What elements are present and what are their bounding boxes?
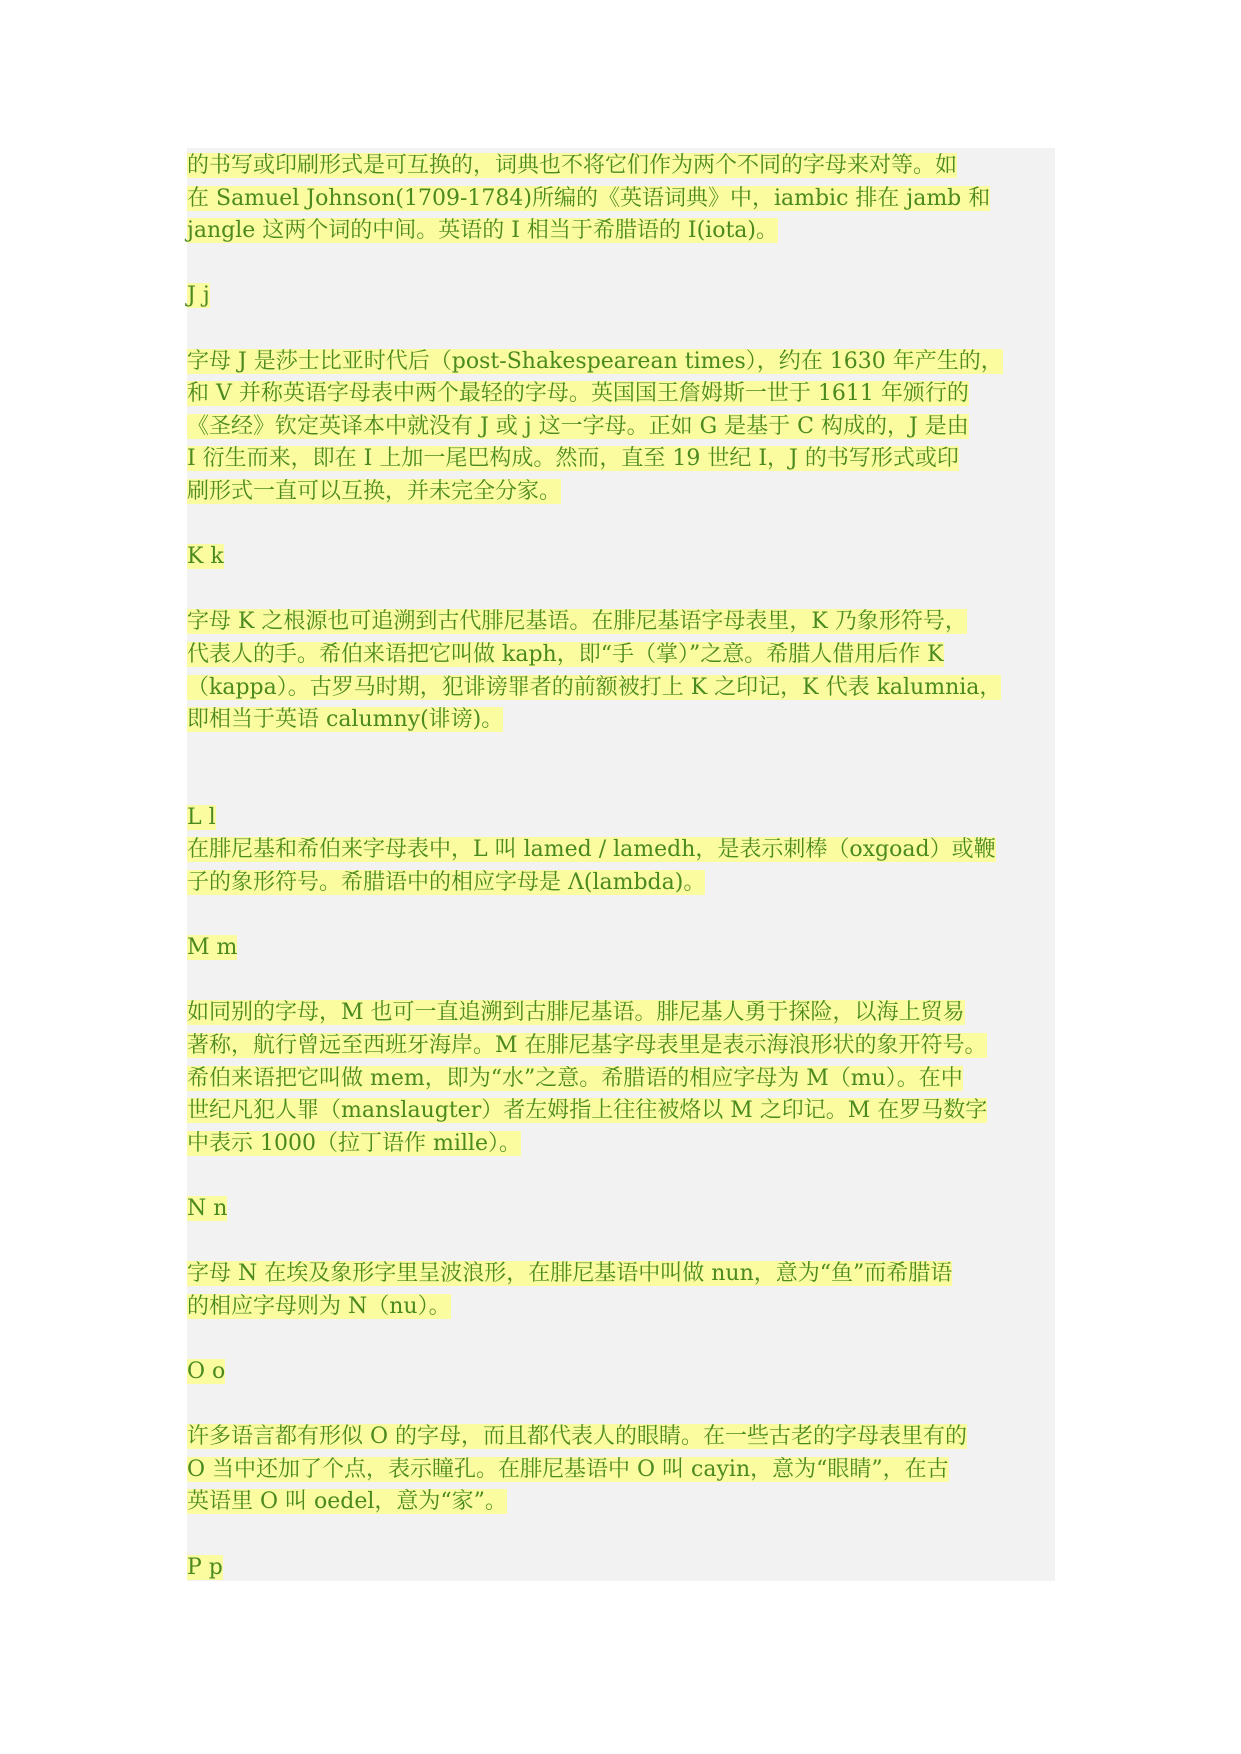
text-line: 许多语言都有形似 O 的字母，而且都代表人的眼睛。在一些古老的字母表里有的 bbox=[187, 1424, 968, 1450]
paragraph bbox=[187, 997, 1067, 1160]
text-line: 《圣经》钦定英译本中就没有 J 或 j 这一字母。正如 G 是基于 C 构成的，J 是由 bbox=[187, 413, 969, 439]
heading-text: K k bbox=[187, 544, 224, 570]
letter-heading bbox=[187, 1356, 1067, 1389]
letter-heading bbox=[187, 541, 1067, 574]
text-line: 字母 K 之根源也可追溯到古代腓尼基语。在腓尼基语字母表里，K 乃象形符号， bbox=[187, 609, 967, 635]
letter-heading bbox=[187, 1552, 1067, 1585]
text-line: 刷形式一直可以互换，并未完全分家。 bbox=[187, 478, 562, 504]
heading-text: M m bbox=[187, 935, 238, 961]
heading-text: N n bbox=[187, 1196, 228, 1221]
text-line: 在 Samuel Johnson(1709-1784)所编的《英语词典》中，iambic 排在 jamb 和 bbox=[187, 185, 991, 211]
paragraph bbox=[187, 1421, 1067, 1519]
heading-text: J j bbox=[187, 283, 210, 309]
text-line: 的书写或印刷形式是可互换的，词典也不将它们作为两个不同的字母来对等。如 bbox=[187, 153, 958, 178]
text-line: 和 V 并称英语字母表中两个最轻的字母。英国国王詹姆斯一世于 1611 年颁行的 bbox=[187, 381, 969, 407]
text-line: 子的象形符号。希腊语中的相应字母是 Λ(lambda)。 bbox=[187, 870, 706, 896]
text-line: （kappa）。古罗马时期，犯诽谤罪者的前额被打上 K 之印记，K 代表 kalumnia， bbox=[187, 674, 1002, 700]
text-line: 在腓尼基和希伯来字母表中，L 叫 lamed / lamedh，是表示刺棒（oxgoad）或鞭 bbox=[187, 837, 996, 863]
document-content bbox=[187, 150, 1067, 1584]
paragraph bbox=[187, 802, 1067, 900]
text-line: 著称，航行曾远至西班牙海岸。M 在腓尼基字母表里是表示海浪形状的象开符号。 bbox=[187, 1033, 987, 1059]
text-line: 即相当于英语 calumny(诽谤)。 bbox=[187, 707, 504, 733]
text-line: O 当中还加了个点，表示瞳孔。在腓尼基语中 O 叫 cayin，意为“眼睛”，在古 bbox=[187, 1456, 949, 1482]
heading-text: L l bbox=[187, 804, 216, 830]
letter-heading bbox=[187, 1193, 1067, 1226]
text-line: 的相应字母则为 N（nu）。 bbox=[187, 1293, 451, 1319]
text-line: 代表人的手。希伯来语把它叫做 kaph，即“手（掌）”之意。希腊人借用后作 K bbox=[187, 641, 944, 667]
letter-heading bbox=[187, 280, 1067, 313]
paragraph bbox=[187, 150, 1067, 248]
text-line: 字母 J 是莎士比亚时代后（post-Shakespearean times），约在 1630 年产生的， bbox=[187, 348, 1003, 374]
paragraph bbox=[187, 346, 1067, 509]
text-line: 希伯来语把它叫做 mem，即为“水”之意。希腊语的相应字母为 M（mu）。在中 bbox=[187, 1065, 963, 1091]
heading-text: P p bbox=[187, 1554, 223, 1580]
text-line: 中表示 1000（拉丁语作 mille）。 bbox=[187, 1130, 521, 1156]
text-line: 字母 N 在埃及象形字里呈波浪形，在腓尼基语中叫做 nun，意为“鱼”而希腊语 bbox=[187, 1261, 953, 1287]
text-line: I 衍生而来，即在 I 上加一尾巴构成。然而，直至 19 世纪 I，J 的书写形式或印 bbox=[187, 446, 959, 472]
heading-text: O o bbox=[187, 1358, 226, 1384]
text-line: 如同别的字母，M 也可一直追溯到古腓尼基语。腓尼基人勇于探险，以海上贸易 bbox=[187, 1000, 965, 1026]
text-line: 英语里 O 叫 oedel，意为“家”。 bbox=[187, 1489, 507, 1515]
paragraph bbox=[187, 1258, 1067, 1323]
letter-heading bbox=[187, 932, 1067, 965]
text-line: jangle 这两个词的中间。英语的 I 相当于希腊语的 I(iota)。 bbox=[187, 218, 779, 244]
text-line: 世纪凡犯人罪（manslaugter）者左姆指上往往被烙以 M 之印记。M 在罗马数字 bbox=[187, 1098, 988, 1124]
paragraph bbox=[187, 606, 1067, 736]
